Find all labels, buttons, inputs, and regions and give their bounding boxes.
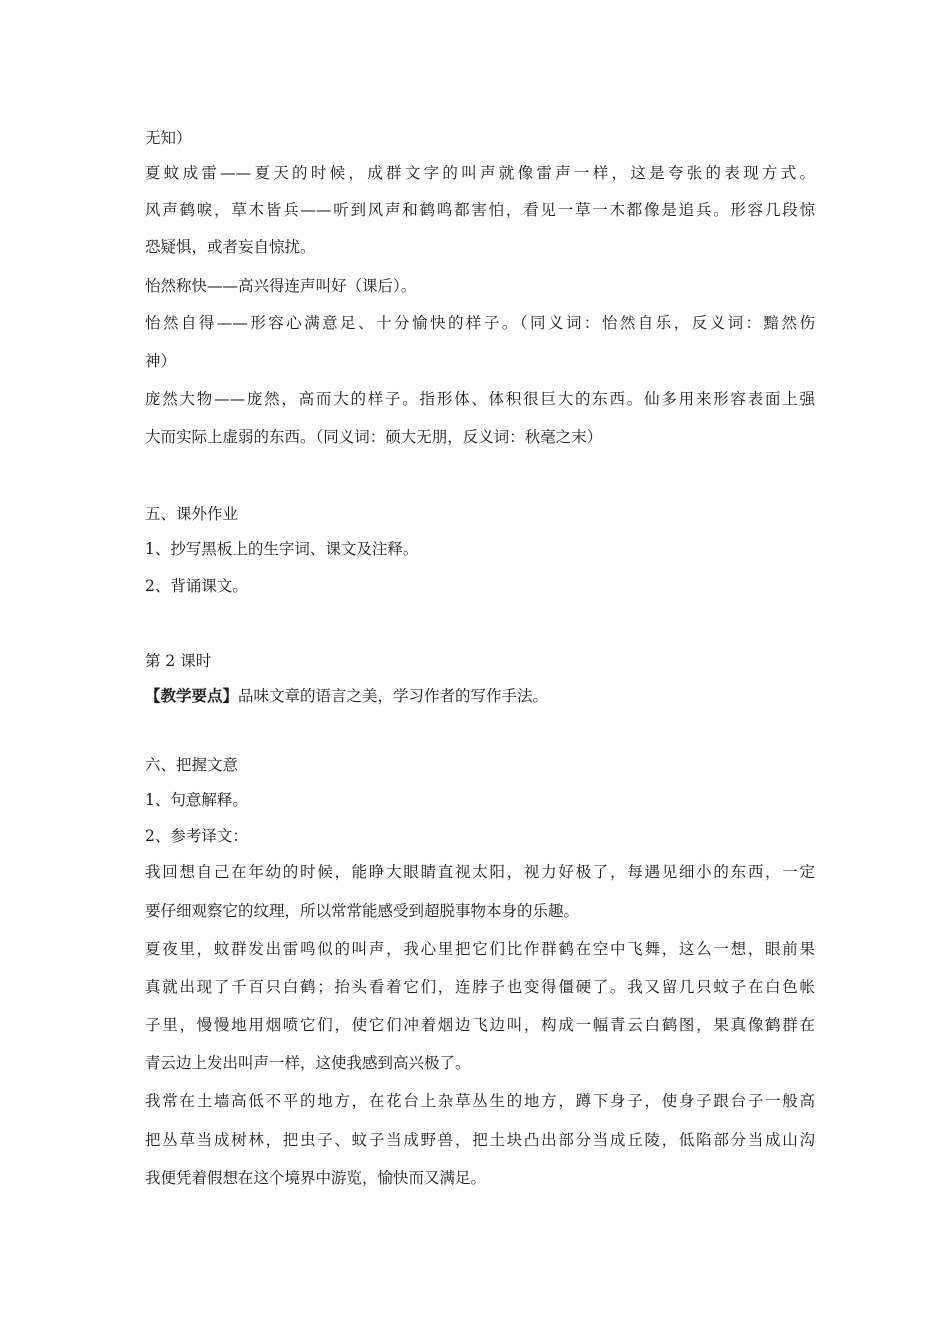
text-line: 大而实际上虚弱的东西。（同义词：硕大无朋，反义词：秋毫之末） — [145, 428, 603, 446]
text-line: 青云边上发出叫声一样，这使我感到高兴极了。 — [145, 1054, 471, 1072]
text-line: 2、背诵课文。 — [145, 577, 248, 595]
text-line: 子里，慢慢地用烟喷它们，使它们冲着烟边飞边叫，构成一幅青云白鹤图，果真像鹤群在 — [145, 1016, 815, 1034]
text-line: 夏蚊成雷——夏天的时候，成群文字的叫声就像雷声一样，这是夸张的表现方式。 — [145, 164, 815, 182]
text-line: 我常在土墙高低不平的地方，在花台上杂草丛生的地方，蹲下身子，使身子跟台子一般高 — [145, 1092, 815, 1110]
text-line: 怡然称快——高兴得连声叫好（课后）。 — [145, 277, 417, 295]
text-line: 庞然大物——庞然，高而大的样子。指形体、体积很巨大的东西。仙多用来形容表面上强 — [145, 390, 815, 408]
teaching-points-text: 品味文章的语言之美，学习作者的写作手法。 — [238, 687, 549, 705]
text-line: 2、参考译文： — [145, 827, 248, 845]
text-line: 1、抄写黑板上的生字词、课文及注释。 — [145, 540, 419, 558]
teaching-points-label: 【教学要点】 — [145, 686, 239, 705]
section-heading: 五、课外作业 — [145, 505, 239, 523]
text-line: 我回想自己在年幼的时候，能睁大眼睛直视太阳，视力好极了，每遇见细小的东西，一定 — [145, 863, 815, 881]
text-line: 怡然自得——形容心满意足、十分愉快的样子。（同义词：怡然自乐，反义词：黯然伤 — [145, 314, 815, 332]
text-line: 我便凭着假想在这个境界中游览，愉快而又满足。 — [145, 1169, 487, 1187]
lesson-heading: 第 2 课时 — [145, 652, 212, 670]
text-line: 把丛草当成树林，把虫子、蚊子当成野兽，把土块凸出部分当成丘陵，低陷部分当成山沟 — [145, 1131, 815, 1149]
text-line: 无知） — [145, 129, 192, 147]
text-line: 夏夜里，蚊群发出雷鸣似的叫声，我心里把它们比作群鹤在空中飞舞，这么一想，眼前果 — [145, 940, 815, 958]
text-line: 真就出现了千百只白鹤；抬头看着它们，连脖子也变得僵硬了。我又留几只蚊子在白色帐 — [145, 978, 815, 996]
teaching-points-line — [145, 686, 815, 706]
text-line: 要仔细观察它的纹理，所以常常能感受到超脱事物本身的乐趣。 — [145, 902, 580, 920]
text-line: 风声鹤唳，草木皆兵——听到风声和鹤鸣都害怕，看见一草一木都像是追兵。形容几段惊 — [145, 201, 815, 219]
text-line: 神） — [145, 352, 177, 370]
text-line: 1、句意解释。 — [145, 791, 248, 809]
section-heading: 六、把握文意 — [145, 756, 239, 774]
text-line: 恐疑惧，或者妄自惊扰。 — [145, 238, 316, 256]
